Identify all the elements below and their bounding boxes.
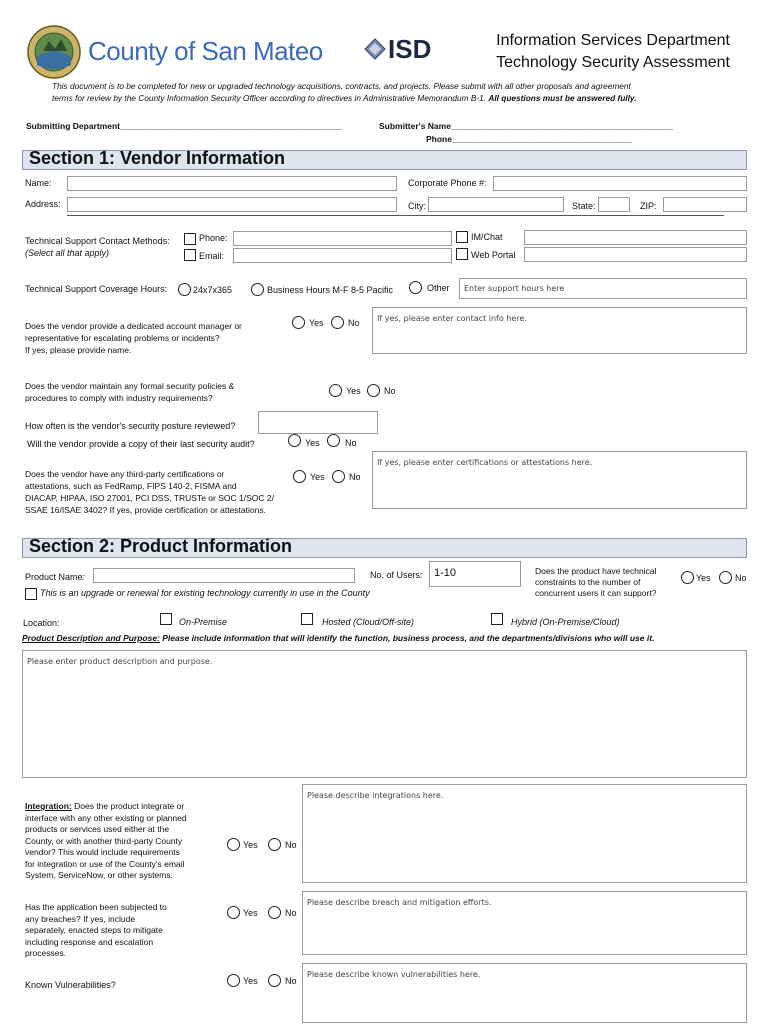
yes-label: Yes <box>346 386 361 396</box>
im-checkbox[interactable] <box>456 231 468 243</box>
policy-no-radio[interactable] <box>367 384 380 397</box>
q-line: processes. <box>25 948 67 958</box>
integration-no-radio[interactable] <box>268 838 281 851</box>
account-manager-question <box>25 320 242 356</box>
location-label: Location: <box>23 618 60 628</box>
address-label: Address: <box>25 199 61 209</box>
users-value: 1-10 <box>434 567 457 579</box>
q-line: Does the vendor have any third-party certifications or <box>25 469 225 479</box>
address-input[interactable] <box>67 197 397 212</box>
state-input[interactable] <box>598 197 630 212</box>
radio-other[interactable] <box>409 281 422 294</box>
onprem-label: On-Premise <box>179 617 228 627</box>
q-line: County, or with another third-party County <box>25 835 183 846</box>
section-2-title: Section 2: Product Information <box>29 536 293 556</box>
department-title: Information Services Department <box>496 32 730 49</box>
yes-label: Yes <box>310 472 325 482</box>
vulnerabilities-input[interactable] <box>302 963 747 1023</box>
no-label: No <box>345 438 357 448</box>
description-bold: Product Description and Purpose: <box>22 633 160 643</box>
q-line: procedures to comply with industry requirements? <box>25 393 213 403</box>
integration-question <box>25 801 187 882</box>
integration-bold: Integration: <box>25 801 72 811</box>
yes-label: Yes <box>243 908 258 918</box>
breach-no-radio[interactable] <box>268 906 281 919</box>
section-1-title: Section 1: Vendor Information <box>29 148 286 168</box>
audit-no-radio[interactable] <box>327 434 340 447</box>
q-text: Does the product integrate or <box>71 801 185 811</box>
q-line <box>25 801 187 813</box>
radio-business-hours[interactable] <box>251 283 264 296</box>
yes-label: Yes <box>309 318 324 328</box>
users-label: No. of Users: <box>370 570 423 580</box>
onprem-checkbox[interactable] <box>160 613 172 625</box>
upgrade-checkbox[interactable] <box>25 588 37 600</box>
q-line: constraints to the number of <box>535 577 641 587</box>
phone-checkbox[interactable] <box>184 233 196 245</box>
city-input[interactable] <box>428 197 564 212</box>
q-line: for integration or use of the County's email <box>25 858 185 869</box>
web-portal-label: Web Portal <box>471 250 516 260</box>
section-2-header <box>22 538 747 558</box>
yes-label: Yes <box>305 438 320 448</box>
q-line: SSAE 16/ISAE 3402? If yes, provide certification or attestations. <box>25 505 266 515</box>
phone-label: Phone: <box>199 233 228 243</box>
section-1-header <box>22 150 747 170</box>
product-name-label: Product Name: <box>25 572 86 582</box>
email-input[interactable] <box>233 248 452 263</box>
product-name-input[interactable] <box>93 568 355 583</box>
description-input[interactable] <box>22 650 747 778</box>
intro-line-1: This document is to be completed for new or upgraded technology acquisitions, contracts, and projects. Please submit with all other proposals and agreement <box>52 81 631 91</box>
zip-input[interactable] <box>663 197 747 212</box>
no-label: No <box>285 840 297 850</box>
label-247: 24x7x365 <box>193 285 233 295</box>
description-placeholder: Please enter product description and purpose. <box>27 657 213 666</box>
yes-label: Yes <box>243 840 258 850</box>
users-input[interactable] <box>429 561 521 587</box>
cert-no-radio[interactable] <box>332 470 345 483</box>
no-label: No <box>349 472 361 482</box>
intro-bold: All questions must be answered fully. <box>488 93 637 103</box>
submitting-department[interactable]: Submitting Department_______________________________________________ <box>26 121 343 131</box>
label-other: Other <box>427 283 450 293</box>
q-line: DIACAP, HIPAA, ISO 27001, PCI DSS, TRUSTe or SOC 1/SOC 2/ <box>25 493 274 503</box>
county-name: County of San Mateo <box>88 36 323 66</box>
breach-question <box>25 902 167 960</box>
description-text: Please include information that will identify the function, business process, and the departments/divisions who will use it. <box>159 633 655 643</box>
no-label: No <box>348 318 360 328</box>
constraints-yes-radio[interactable] <box>681 571 694 584</box>
im-input[interactable] <box>524 230 747 245</box>
support-hours-placeholder: Enter support hours here <box>464 284 565 293</box>
q-line: including response and escalation <box>25 936 154 947</box>
divider <box>67 215 724 216</box>
q-line: separately, enacted steps to mitigate <box>25 925 163 935</box>
description-heading <box>22 633 654 643</box>
breach-placeholder: Please describe breach and mitigation efforts. <box>307 898 492 907</box>
contact-info-input[interactable] <box>372 307 747 354</box>
q-line: Does the product have technical <box>535 566 657 576</box>
vulnerabilities-question: Known Vulnerabilities? <box>25 980 116 990</box>
q-line: Has the application been subjected to <box>25 902 167 912</box>
submitter-phone[interactable]: Phone______________________________________ <box>426 134 632 144</box>
intro-text: terms for review by the County Information Security Officer according to directives in Administrative Memorandum B-1. <box>52 93 487 103</box>
integration-input[interactable] <box>302 784 747 883</box>
county-seal <box>27 25 81 79</box>
zip-label: ZIP: <box>640 201 657 211</box>
vuln-no-radio[interactable] <box>268 974 281 987</box>
email-checkbox[interactable] <box>184 249 196 261</box>
integration-yes-radio[interactable] <box>227 838 240 851</box>
posture-question: How often is the vendor's security posture reviewed? <box>25 421 236 431</box>
hybrid-checkbox[interactable] <box>491 613 503 625</box>
contact-info-placeholder: If yes, please enter contact info here. <box>377 314 527 323</box>
q-line: any breaches? If yes, include <box>25 913 136 924</box>
q-line: representative for escalating problems or incidents? <box>25 333 220 343</box>
q-line: interface with any other existing or planned <box>25 812 187 823</box>
name-label: Name: <box>25 178 52 188</box>
certifications-placeholder: If yes, please enter certifications or attestations here. <box>377 458 593 467</box>
security-policy-question <box>25 380 234 404</box>
audit-question: Will the vendor provide a copy of their last security audit? <box>27 439 255 449</box>
isd-logo-text: ISD <box>388 34 432 64</box>
posture-input[interactable] <box>258 411 378 434</box>
hosted-label: Hosted (Cloud/Off-site) <box>322 617 415 627</box>
city-label: City: <box>408 201 426 211</box>
hosted-checkbox[interactable] <box>301 613 313 625</box>
no-label: No <box>285 976 297 986</box>
constraints-question <box>535 566 656 599</box>
certifications-input[interactable] <box>372 451 747 509</box>
q-line: attestations, such as FedRamp, FIPS 140-2, FISMA and <box>25 481 237 491</box>
support-hours-input[interactable] <box>459 278 747 299</box>
no-label: No <box>735 573 747 583</box>
q-line: If yes, please provide name. <box>25 345 132 355</box>
certification-question <box>25 468 274 516</box>
name-input[interactable] <box>67 176 397 191</box>
state-label: State: <box>572 201 596 211</box>
submitter-name[interactable]: Submitter's Name_______________________________________________ <box>379 121 674 131</box>
q-line: Does the vendor maintain any formal security policies & <box>25 381 235 391</box>
constraints-no-radio[interactable] <box>719 571 732 584</box>
account-yes-radio[interactable] <box>292 316 305 329</box>
coverage-label: Technical Support Coverage Hours: <box>25 284 168 294</box>
q-line: System, ServiceNow, or other systems. <box>25 870 173 880</box>
cert-yes-radio[interactable] <box>293 470 306 483</box>
breach-yes-radio[interactable] <box>227 906 240 919</box>
tech-contact-label: Technical Support Contact Methods: <box>25 236 170 246</box>
im-label: IM/Chat <box>471 232 503 242</box>
hybrid-label: Hybrid (On-Premise/Cloud) <box>511 617 620 627</box>
breach-input[interactable] <box>302 891 747 955</box>
q-line: vendor? This would include requirements <box>25 847 180 857</box>
policy-yes-radio[interactable] <box>329 384 342 397</box>
intro-line-2 <box>52 93 637 103</box>
corp-phone-label: Corporate Phone #: <box>408 178 487 188</box>
label-business-hours: Business Hours M-F 8-5 Pacific <box>267 285 394 295</box>
vuln-yes-radio[interactable] <box>227 974 240 987</box>
q-line: products or services used either at the <box>25 824 170 834</box>
audit-yes-radio[interactable] <box>288 434 301 447</box>
upgrade-label: This is an upgrade or renewal for existing technology currently in use in the County <box>40 588 370 598</box>
corp-phone-input[interactable] <box>493 176 747 191</box>
yes-label: Yes <box>243 976 258 986</box>
phone-input[interactable] <box>233 231 452 246</box>
no-label: No <box>384 386 396 396</box>
document-title: Technology Security Assessment <box>496 54 730 71</box>
radio-247[interactable] <box>178 283 191 296</box>
account-no-radio[interactable] <box>331 316 344 329</box>
web-portal-input[interactable] <box>524 247 747 262</box>
q-line: concurrent users it can support? <box>535 588 657 598</box>
integration-placeholder: Please describe integrations here. <box>307 791 444 800</box>
tech-contact-sublabel: (Select all that apply) <box>25 248 110 258</box>
vulnerabilities-placeholder: Please describe known vulnerabilities here. <box>307 970 481 979</box>
isd-logo-icon <box>364 38 386 60</box>
q-line: Does the vendor provide a dedicated account manager or <box>25 321 242 331</box>
no-label: No <box>285 908 297 918</box>
email-label: Email: <box>199 251 225 261</box>
yes-label: Yes <box>696 573 711 583</box>
web-portal-checkbox[interactable] <box>456 248 468 260</box>
